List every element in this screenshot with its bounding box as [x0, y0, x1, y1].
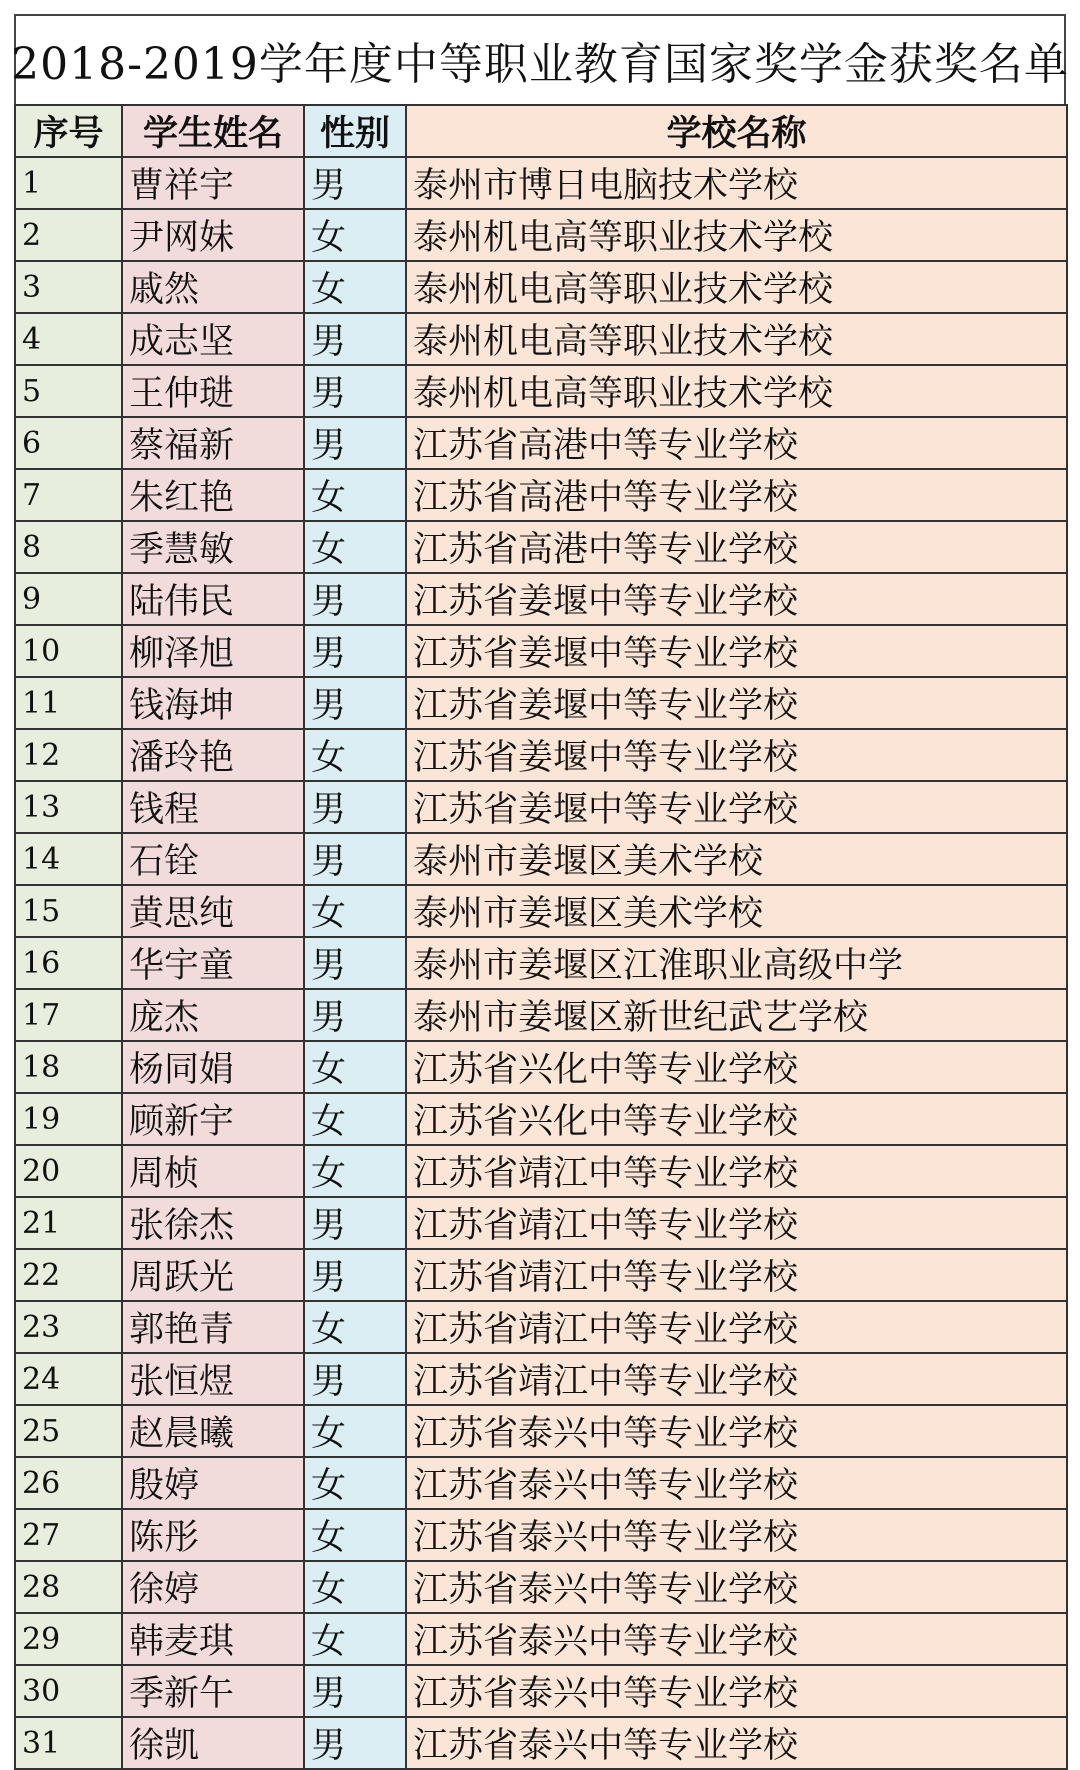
row-gender-cell: 男	[304, 833, 406, 885]
row-index-cell: 22	[15, 1249, 122, 1301]
row-index-cell: 2	[15, 209, 122, 261]
row-index-cell: 31	[15, 1717, 122, 1769]
row-name-cell: 顾新宇	[122, 1093, 304, 1145]
header-gender: 性别	[304, 105, 406, 157]
row-name-cell: 杨同娟	[122, 1041, 304, 1093]
row-gender-cell: 女	[304, 885, 406, 937]
row-school-cell: 江苏省靖江中等专业学校	[406, 1145, 1067, 1197]
row-school-cell: 江苏省靖江中等专业学校	[406, 1353, 1067, 1405]
page-title: 2018-2019学年度中等职业教育国家奖学金获奖名单	[11, 39, 1069, 90]
row-school-cell: 江苏省靖江中等专业学校	[406, 1249, 1067, 1301]
row-index-cell: 19	[15, 1093, 122, 1145]
row-index-cell: 27	[15, 1509, 122, 1561]
row-index-cell: 28	[15, 1561, 122, 1613]
table-row	[15, 781, 1067, 833]
table-row	[15, 1353, 1067, 1405]
row-name-cell: 潘玲艳	[122, 729, 304, 781]
row-gender-cell: 女	[304, 1613, 406, 1665]
row-name-cell: 黄思纯	[122, 885, 304, 937]
row-gender-cell: 女	[304, 1457, 406, 1509]
row-gender-cell: 男	[304, 417, 406, 469]
row-gender-cell: 男	[304, 313, 406, 365]
row-school-cell: 江苏省泰兴中等专业学校	[406, 1665, 1067, 1717]
row-gender-cell: 女	[304, 209, 406, 261]
row-name-cell: 成志坚	[122, 313, 304, 365]
row-gender-cell: 男	[304, 1717, 406, 1769]
row-name-cell: 陈彤	[122, 1509, 304, 1561]
header-school: 学校名称	[406, 105, 1067, 157]
row-gender-cell: 女	[304, 1041, 406, 1093]
row-index-cell: 23	[15, 1301, 122, 1353]
row-index-cell: 3	[15, 261, 122, 313]
row-index-cell: 11	[15, 677, 122, 729]
row-gender-cell: 男	[304, 781, 406, 833]
row-index-cell: 4	[15, 313, 122, 365]
row-name-cell: 郭艳青	[122, 1301, 304, 1353]
table-row	[15, 885, 1067, 937]
table-row	[15, 1665, 1067, 1717]
row-name-cell: 尹网妹	[122, 209, 304, 261]
row-gender-cell: 女	[304, 521, 406, 573]
award-table	[14, 104, 1068, 1770]
row-gender-cell: 男	[304, 1249, 406, 1301]
row-school-cell: 江苏省兴化中等专业学校	[406, 1041, 1067, 1093]
row-name-cell: 庞杰	[122, 989, 304, 1041]
table-row	[15, 1145, 1067, 1197]
row-school-cell: 江苏省泰兴中等专业学校	[406, 1561, 1067, 1613]
row-index-cell: 18	[15, 1041, 122, 1093]
header-index: 序号	[15, 105, 122, 157]
table-row	[15, 1249, 1067, 1301]
table-row	[15, 261, 1067, 313]
row-name-cell: 张徐杰	[122, 1197, 304, 1249]
header-row	[15, 105, 1067, 157]
table-row	[15, 989, 1067, 1041]
row-gender-cell: 女	[304, 261, 406, 313]
table-row	[15, 209, 1067, 261]
table-row	[15, 365, 1067, 417]
row-index-cell: 16	[15, 937, 122, 989]
row-name-cell: 钱程	[122, 781, 304, 833]
row-gender-cell: 男	[304, 989, 406, 1041]
table-row	[15, 1561, 1067, 1613]
row-school-cell: 江苏省泰兴中等专业学校	[406, 1405, 1067, 1457]
table-row	[15, 1041, 1067, 1093]
row-school-cell: 江苏省泰兴中等专业学校	[406, 1457, 1067, 1509]
row-name-cell: 殷婷	[122, 1457, 304, 1509]
table-row	[15, 1457, 1067, 1509]
table-row	[15, 729, 1067, 781]
row-name-cell: 王仲琎	[122, 365, 304, 417]
row-index-cell: 13	[15, 781, 122, 833]
row-school-cell: 泰州市姜堰区江淮职业高级中学	[406, 937, 1067, 989]
row-gender-cell: 男	[304, 157, 406, 209]
row-school-cell: 泰州机电高等职业技术学校	[406, 365, 1067, 417]
row-school-cell: 江苏省泰兴中等专业学校	[406, 1613, 1067, 1665]
row-name-cell: 曹祥宇	[122, 157, 304, 209]
row-school-cell: 江苏省靖江中等专业学校	[406, 1301, 1067, 1353]
row-school-cell: 江苏省泰兴中等专业学校	[406, 1717, 1067, 1769]
row-index-cell: 25	[15, 1405, 122, 1457]
table-row	[15, 1613, 1067, 1665]
table-row	[15, 1717, 1067, 1769]
row-school-cell: 泰州机电高等职业技术学校	[406, 261, 1067, 313]
row-index-cell: 14	[15, 833, 122, 885]
row-index-cell: 5	[15, 365, 122, 417]
row-gender-cell: 男	[304, 937, 406, 989]
row-gender-cell: 女	[304, 1509, 406, 1561]
row-school-cell: 江苏省高港中等专业学校	[406, 521, 1067, 573]
table-row	[15, 157, 1067, 209]
row-gender-cell: 男	[304, 1665, 406, 1717]
row-name-cell: 华宇童	[122, 937, 304, 989]
award-list-sheet	[11, 14, 1069, 1770]
row-name-cell: 季新午	[122, 1665, 304, 1717]
table-body	[15, 157, 1067, 1769]
row-name-cell: 周桢	[122, 1145, 304, 1197]
row-index-cell: 7	[15, 469, 122, 521]
row-name-cell: 韩麦琪	[122, 1613, 304, 1665]
row-index-cell: 17	[15, 989, 122, 1041]
row-school-cell: 江苏省泰兴中等专业学校	[406, 1509, 1067, 1561]
table-row	[15, 1093, 1067, 1145]
row-name-cell: 蔡福新	[122, 417, 304, 469]
row-school-cell: 江苏省姜堰中等专业学校	[406, 781, 1067, 833]
row-gender-cell: 女	[304, 1145, 406, 1197]
row-school-cell: 泰州市姜堰区新世纪武艺学校	[406, 989, 1067, 1041]
table-row	[15, 469, 1067, 521]
row-school-cell: 江苏省姜堰中等专业学校	[406, 625, 1067, 677]
row-gender-cell: 男	[304, 625, 406, 677]
table-row	[15, 677, 1067, 729]
row-index-cell: 9	[15, 573, 122, 625]
row-name-cell: 徐凯	[122, 1717, 304, 1769]
row-name-cell: 徐婷	[122, 1561, 304, 1613]
row-index-cell: 1	[15, 157, 122, 209]
row-gender-cell: 男	[304, 365, 406, 417]
title-cell	[11, 14, 1069, 104]
table-row	[15, 313, 1067, 365]
table-row	[15, 1405, 1067, 1457]
row-gender-cell: 男	[304, 573, 406, 625]
table-row	[15, 521, 1067, 573]
row-gender-cell: 女	[304, 729, 406, 781]
row-school-cell: 泰州市姜堰区美术学校	[406, 885, 1067, 937]
row-index-cell: 24	[15, 1353, 122, 1405]
row-index-cell: 8	[15, 521, 122, 573]
row-gender-cell: 女	[304, 1301, 406, 1353]
row-school-cell: 江苏省靖江中等专业学校	[406, 1197, 1067, 1249]
row-school-cell: 泰州市姜堰区美术学校	[406, 833, 1067, 885]
row-name-cell: 赵晨曦	[122, 1405, 304, 1457]
table-row	[15, 1301, 1067, 1353]
table-row	[15, 833, 1067, 885]
row-school-cell: 江苏省姜堰中等专业学校	[406, 729, 1067, 781]
row-gender-cell: 男	[304, 1197, 406, 1249]
row-school-cell: 泰州机电高等职业技术学校	[406, 209, 1067, 261]
header-name: 学生姓名	[122, 105, 304, 157]
row-index-cell: 26	[15, 1457, 122, 1509]
table-row	[15, 1197, 1067, 1249]
row-name-cell: 钱海坤	[122, 677, 304, 729]
row-name-cell: 柳泽旭	[122, 625, 304, 677]
table-row	[15, 417, 1067, 469]
row-gender-cell: 男	[304, 1353, 406, 1405]
row-index-cell: 12	[15, 729, 122, 781]
row-school-cell: 江苏省姜堰中等专业学校	[406, 573, 1067, 625]
row-name-cell: 季慧敏	[122, 521, 304, 573]
row-gender-cell: 女	[304, 1405, 406, 1457]
table-row	[15, 573, 1067, 625]
row-gender-cell: 女	[304, 469, 406, 521]
row-name-cell: 戚然	[122, 261, 304, 313]
row-name-cell: 张恒煜	[122, 1353, 304, 1405]
row-school-cell: 泰州市博日电脑技术学校	[406, 157, 1067, 209]
row-index-cell: 30	[15, 1665, 122, 1717]
row-index-cell: 21	[15, 1197, 122, 1249]
row-gender-cell: 男	[304, 677, 406, 729]
table-row	[15, 937, 1067, 989]
row-name-cell: 陆伟民	[122, 573, 304, 625]
row-school-cell: 江苏省兴化中等专业学校	[406, 1093, 1067, 1145]
row-school-cell: 江苏省高港中等专业学校	[406, 469, 1067, 521]
row-index-cell: 20	[15, 1145, 122, 1197]
row-index-cell: 10	[15, 625, 122, 677]
row-school-cell: 江苏省高港中等专业学校	[406, 417, 1067, 469]
row-gender-cell: 女	[304, 1093, 406, 1145]
row-index-cell: 15	[15, 885, 122, 937]
row-index-cell: 6	[15, 417, 122, 469]
row-name-cell: 石铨	[122, 833, 304, 885]
row-gender-cell: 女	[304, 1561, 406, 1613]
table-row	[15, 1509, 1067, 1561]
row-school-cell: 泰州机电高等职业技术学校	[406, 313, 1067, 365]
row-index-cell: 29	[15, 1613, 122, 1665]
row-name-cell: 周跃光	[122, 1249, 304, 1301]
row-school-cell: 江苏省姜堰中等专业学校	[406, 677, 1067, 729]
table-row	[15, 625, 1067, 677]
row-name-cell: 朱红艳	[122, 469, 304, 521]
